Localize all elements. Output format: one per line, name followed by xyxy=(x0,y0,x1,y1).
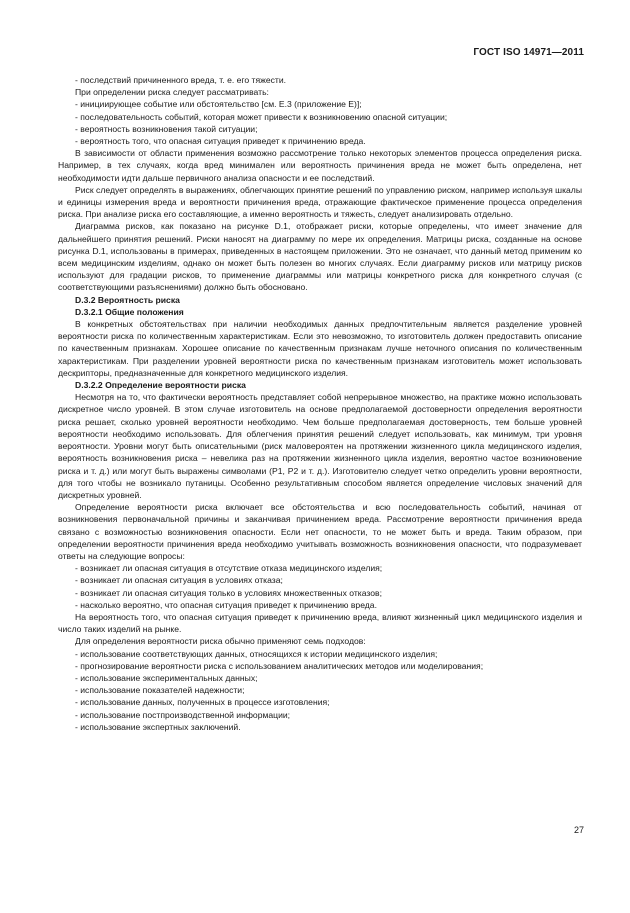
list-item: - использование показателей надежности; xyxy=(75,685,245,696)
list-item: - использование постпроизводственной информации; xyxy=(75,709,291,720)
paragraph: В конкретных обстоятельствах при наличии необходимых данных предпочтительным является разделение уровней вероятности риска по количественным характеристикам. Если это невозможно, то изготовитель должен предоставить описание по качественным признакам. Хорошее описание по качественным признакам лучше неточного описания по количественным характеристикам. При разделении уровней вероятности риска по качественным признакам изготовитель может использовать дескрипторы, предназначенные для конкретного медицинского изделия. xyxy=(58,319,582,378)
list-item: - вероятность того, что опасная ситуация приведет к причинению вреда. xyxy=(75,136,366,147)
paragraph: В зависимости от области применения возможно рассмотрение только некоторых элементов процесса определения риска. Например, в тех случаях, когда вред минимален или вероятность причинения вреда не может быть определена, нет необходимости идти дальше первичного анализа опасности и ее последствий. xyxy=(58,148,582,183)
list-item: - последствий причиненного вреда, т. е. его тяжести. xyxy=(75,75,287,85)
list-item: - возникает ли опасная ситуация в отсутствие отказа медицинского изделия; xyxy=(75,563,383,574)
page-number: 27 xyxy=(573,825,584,835)
section-heading: D.3.2.1 Общие положения xyxy=(75,306,184,317)
list-item: - последовательность событий, которая может привести к возникновению опасной ситуации; xyxy=(75,111,448,122)
list-item: - насколько вероятно, что опасная ситуация приведет к причинению вреда. xyxy=(75,599,377,610)
list-item: - использование экспериментальных данных; xyxy=(75,672,258,683)
paragraph: Несмотря на то, что фактически вероятность представляет собой непрерывное множество, на практике можно использовать дискретное число уровней. В этом случае изготовитель на основе предполагаемой достоверности определения вероятности риска решает, сколько уровней вероятности необходимо. Чем больше предполагаемая достоверность, тем больше уровней вероятности необходимо использовать. Для облегчения принятия решений следует использовать, как минимум, три уровня вероятности. Уровни могут быть описательными (риск маловероятен на протяжении жизненного цикла медицинского изделия, вероятность возникновения риска – невелика раз на протяжении жизненного цикла изделия, вероятно частое возникновение риска и т. д.) или могут быть выражены символами (P1, P2 и т. д.). Изготовителю следует четко определить уровни вероятности, для того чтобы не возникало путаницы. Особенно результативным способом является определение числовых значений для дискретных уровней. xyxy=(58,392,582,500)
paragraph: Определение вероятности риска включает все обстоятельства и всю последовательность событий, начиная от возникновения первоначальной причины и заканчивая причинением вреда. Рассмотрение вероятности причинения вреда связано с возможностью возникновения опасности. Если нет опасности, то не может быть и вреда. Таким образом, при определении вероятности причинения вреда необходимо учитывать возможность возникновения опасности, что подразумевает ответы на следующие вопросы: xyxy=(58,502,582,561)
paragraph: Риск следует определять в выражениях, облегчающих принятие решений по управлению риском, например используя шкалы и единицы измерения вреда и вероятности причинения вреда, отражающие фактическое применение процесса определения риска. При анализе риска его составляющие, а именно вероятность и тяжесть, следует анализировать отдельно. xyxy=(58,184,582,220)
paragraph: Диаграмма рисков, как показано на рисунке D.1, отображает риски, которые определены, что имеет значение для дальнейшего принятия решений. Риски наносят на диаграмму по мере их определения. Матрицы риска, созданные на основе рисунка D.1, использованы в примерах, приведенных в настоящем приложении. Это не означает, что данный метод применим ко всем медицинским изделиям, однако он может быть полезен во многих случаях. Если диаграмму рисков или матрицу рисков используют для градации рисков, то применение диаграммы или матрицы конкретного риска для конкретного случая (с соответствующими разъяснениями) должно быть обосновано. xyxy=(58,221,582,293)
section-heading: D.3.2.2 Определение вероятности риска xyxy=(75,380,246,391)
list-item: - возникает ли опасная ситуация в условиях отказа; xyxy=(75,575,283,586)
list-item: - использование экспертных заключений. xyxy=(75,721,241,732)
list-item: - возникает ли опасная ситуация только в условиях множественных отказов; xyxy=(75,587,383,598)
list-item: - использование данных, полученных в процессе изготовления; xyxy=(75,697,330,708)
list-item: - прогнозирование вероятности риска с использованием аналитических методов или моделирования; xyxy=(75,660,484,671)
standard-designation: ГОСТ ISO 14971—2011 xyxy=(473,47,584,58)
body-text xyxy=(58,74,582,733)
list-item: - использование соответствующих данных, относящихся к истории медицинского изделия; xyxy=(75,648,438,659)
section-heading: D.3.2 Вероятность риска xyxy=(75,294,180,305)
list-item: - вероятность возникновения такой ситуации; xyxy=(75,123,258,134)
list-item: Для определения вероятности риска обычно применяют семь подходов: xyxy=(75,636,366,647)
list-item: При определении риска следует рассматривать: xyxy=(75,87,269,98)
paragraph: На вероятность того, что опасная ситуация приведет к причинению вреда, влияют жизненный цикл медицинского изделия и число таких изделий на рынке. xyxy=(58,611,582,635)
list-item: - инициирующее событие или обстоятельство [см. Е.3 (приложение Е)]; xyxy=(75,99,362,110)
